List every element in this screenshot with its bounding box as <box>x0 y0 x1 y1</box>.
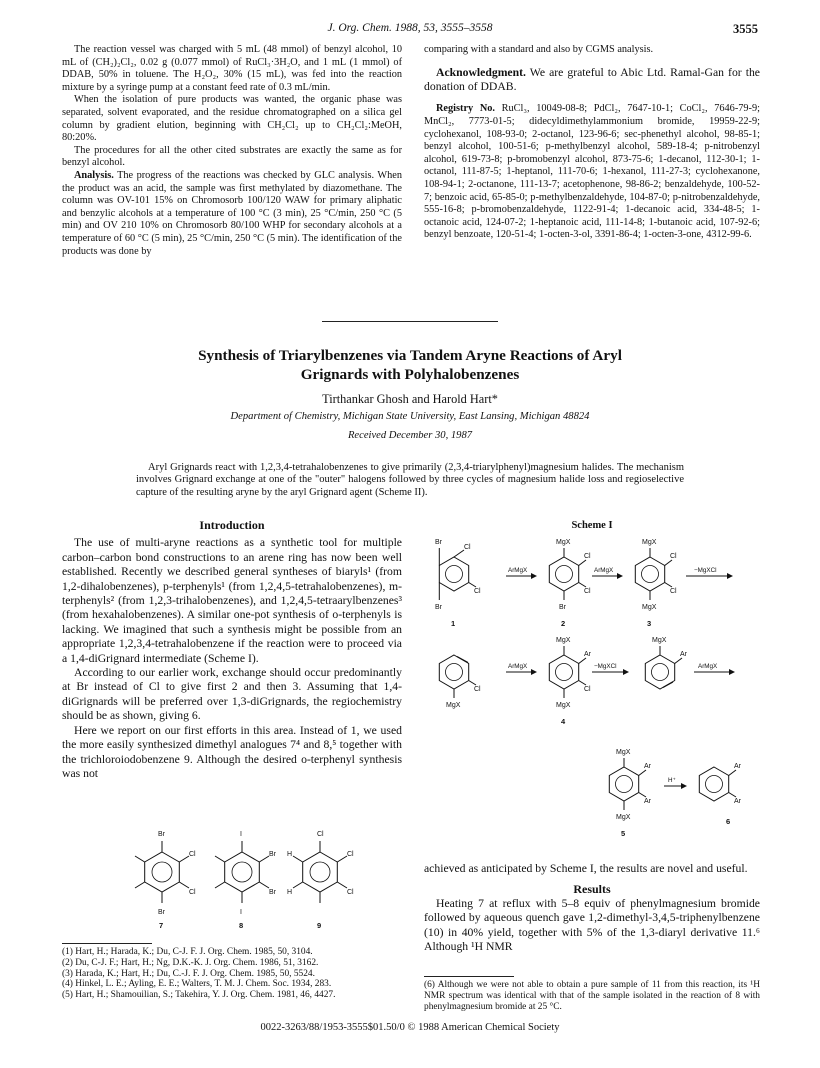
compound-number-4: 4 <box>561 717 566 726</box>
label-mgx: MgX <box>446 702 461 709</box>
label-mgx: MgX <box>652 637 667 644</box>
right-lower-column <box>424 862 760 954</box>
label-mgx: MgX <box>642 604 657 611</box>
running-header: J. Org. Chem. 1988, 53, 3555–3558 <box>327 22 493 34</box>
aryne-intermediate-2 <box>645 637 687 689</box>
label-ar: Ar <box>680 651 687 658</box>
label-mgx: MgX <box>616 814 631 821</box>
registry-lead: Registry No. <box>436 103 495 115</box>
label-cl: Cl <box>670 553 677 560</box>
compound-number-3: 3 <box>647 619 652 628</box>
reagent-mgxcl: −MgXCl <box>694 567 717 574</box>
label-ar: Ar <box>644 798 651 805</box>
label-cl: Cl <box>189 851 196 858</box>
label-cl: Cl <box>474 686 481 693</box>
label-ar: Ar <box>644 763 651 770</box>
compound-number-6: 6 <box>726 817 731 826</box>
reagent-armgx: ArMgX <box>698 663 718 670</box>
label-br: Br <box>158 831 165 838</box>
label-cl: Cl <box>464 544 471 551</box>
results-heading: Results <box>573 882 611 897</box>
label-cl: Cl <box>670 588 677 595</box>
footnote-4: (4) Hinkel, L. E.; Ayling, E. E.; Walters, T. M. J. Chem. Soc. 1934, 283. <box>62 979 332 990</box>
label-br: Br <box>269 851 276 858</box>
reagent-mgxcl: −MgXCl <box>594 663 617 670</box>
title-line-1: Synthesis of Triarylbenzenes via Tandem Aryne Reactions of Aryl <box>198 347 622 364</box>
structure-8 <box>215 831 277 930</box>
compound-1 <box>435 539 481 628</box>
label-ar: Ar <box>734 763 741 770</box>
analysis-text: The progress of the reactions was checked by GLC analysis. When the product was an acid, the sample was first methylated by diazomethane. The column was OV-101 15% on Chromosorb 100/120 WAW for primary aliphatic and benzylic alcohols at a temperature of 100 °C (3 min), 25 °C/min, 250 °C (5 min) and OV 210 10% on Chromosorb 80/100 WHP for secondary alcohols at a temperature of 60 °C (5 min), 25 °C/min, 250 °C (5 min). The identification of the products was done by <box>62 169 402 257</box>
substrates-paragraph: The procedures for all the other cited substrates are exactly the same as for benzyl alcohol. <box>62 144 402 169</box>
registry-numbers <box>424 103 760 242</box>
scheme-title: Scheme I <box>571 520 613 531</box>
label-h: H <box>287 889 293 896</box>
label-cl: Cl <box>347 889 354 896</box>
aryne-intermediate-1 <box>439 655 481 709</box>
affiliation: Department of Chemistry, Michigan State University, East Lansing, Michigan 48824 <box>230 411 590 422</box>
analysis-paragraph <box>62 170 402 258</box>
structures-7-8-9 <box>120 820 370 930</box>
scheme-1 <box>424 532 760 852</box>
label-br: Br <box>158 909 165 916</box>
received-date: Received December 30, 1987 <box>347 430 473 441</box>
label-mgx: MgX <box>556 702 571 709</box>
footnote-rule-right <box>424 976 514 977</box>
analysis-lead: Analysis. <box>74 169 114 181</box>
right-top-column <box>424 44 760 242</box>
isolation-paragraph: When the isolation of pure products was wanted, the organic phase was separated, solvent evaporated, and the residue chromatographed on a silica gel column by gradient elution, beginning with CH₂Cl₂ up to CH₂Cl₂:MeOH, 80:20%. <box>62 94 402 144</box>
page-number: 3555 <box>733 22 758 36</box>
section-rule <box>322 321 498 322</box>
compound-6 <box>699 763 741 826</box>
label-mgx: MgX <box>616 749 631 756</box>
procedure-paragraph: The reaction vessel was charged with 5 mL (48 mmol) of benzyl alcohol, 10 mL of (CH₂)₂Cl₂, 0.02 g (0.077 mmol) of RuCl₃·3H₂O, and 1 mL (1 mmol) of DDAB, 50% in toluene. The H₂O₂, 30% (15 mL), was fed into the reaction mixture by a syringe pump at a constant feed rate of 0.3 mL/min. <box>62 44 402 93</box>
label-cl: Cl <box>584 686 591 693</box>
footnote-5: (5) Hart, H.; Shamouilian, S.; Takehira, Y. J. Org. Chem. 1981, 46, 4427. <box>62 990 336 1001</box>
reagent-armgx: ArMgX <box>508 567 528 574</box>
article-title <box>60 346 760 384</box>
label-cl: Cl <box>474 588 481 595</box>
footnote-6: (6) Although we were not able to obtain a pure sample of 11 from this reaction, its ¹H NMR spectrum was identical with that of the sample isolated in the reaction of 8 with phenylmagnesium bromide at 25 °C. <box>424 980 760 1012</box>
label-cl: Cl <box>347 851 354 858</box>
results-paragraph: Heating 7 at reflux with 5–8 equiv of phenylmagnesium bromide followed by aqueous quench gave 1,2-dimethyl-3,4,5-triphenylbenzene (10) in 40% yield, together with 5% of the 1,3-diaryl derivative 11.⁶ Although ¹H NMR <box>424 896 760 954</box>
compound-2 <box>549 539 591 628</box>
intro-paragraph-2: According to our earlier work, exchange should occur predominantly at Br instead of Cl to give first 2 and then 3. Assuming that 1,4-diGrignards will be preferred over 1,3-diGrignards, the regiochemistry should be as shown, giving 6. <box>62 666 402 723</box>
compound-number-5: 5 <box>621 829 626 838</box>
label-br: Br <box>435 539 442 546</box>
compound-5 <box>609 749 651 838</box>
reagent-armgx: ArMgX <box>508 663 528 670</box>
footnote-3: (3) Harada, K.; Hart, H.; Du, C.-J. F. J. Org. Chem. 1985, 50, 5524. <box>62 968 315 979</box>
label-mgx: MgX <box>556 637 571 644</box>
intro-paragraph-1: The use of multi-aryne reactions as a synthetic tool for multiple carbon–carbon bond constructions to an arene ring has now been well established. Recently we described general syntheses of biaryls¹ (from 1,2-dihalobenzenes), p-terphenyls¹ (from 1,2,4,5-tetrahalobenzenes), m-terphenyls² (from 1,2,3-trihalobenzenes), and 1,2,4,5-tetraarylbenzenes³ (from hexahalobenzenes). A similar one-pot synthesis of o-terphenyls is lacking. We imagined that such a synthesis might be possible from an appropriate 1,2,3,4-tetrahalobenzene if the reaction were to proceed via a 1,4-diGrignard intermediate (Scheme I). <box>62 536 402 665</box>
intro-heading: Introduction <box>199 518 265 532</box>
footnote-rule-left <box>62 943 152 944</box>
analysis-end: comparing with a standard and also by CGMS analysis. <box>424 44 654 55</box>
label-cl: Cl <box>584 588 591 595</box>
ack-text: We are grateful to Abic Ltd. Ramal-Gan for the donation of DDAB. <box>424 65 760 93</box>
compound-4 <box>549 637 591 726</box>
introduction <box>62 518 402 781</box>
registry-text: RuCl₃, 10049-08-8; PdCl₂, 7647-10-1; CoCl₂, 7646-79-9; MnCl₂, 7773-01-5; didecyldimethylammonium bromide, 19959-22-9; cyclohexanol, 108-93-0; 2-octanol, 123-96-6; sec-phenethyl alcohol, 98-85-1; benzyl alcohol, 100-51-6; p-methylbenzyl alcohol, 589-18-4; p-nitrobenzyl alcohol, 619-73-8; p-bromobenzyl alcohol, 873-75-6; 1-decanol, 112-30-1; 1-octanol, 111-87-5; 1-heptanol, 111-70-6; 1-hexanol, 111-27-3; cyclohexanone, 108-94-1; 2-octanone, 111-13-7; acetophenone, 98-86-2; benzaldehyde, 100-52-7; benzoic acid, 65-85-0; p-methylbenzaldehyde, 104-87-0; p-nitrobenzaldehyde, 555-16-8; p-bromobenzaldehyde, 1122-91-4; 1-decanoic acid, 334-48-5; 1-octanoic acid, 124-07-2; 1-heptanoic acid, 111-14-8; 1-butanoic acid, 107-92-6; benzyl benzoate, 120-51-4; 1-octen-3-ol, 3391-86-4; 1-octen-3-one, 4312-99-6. <box>424 103 760 241</box>
intro-paragraph-3: Here we report on our first efforts in this area. Instead of 1, we used the more easily synthesized dimethyl analogues 7⁴ and 8,⁵ together with the trichloroiodobenzene 9. Although the desired o-terphenyl synthesis was not <box>62 723 402 780</box>
page-footer: 0022-3263/88/1953-3555$01.50/0 © 1988 American Chemical Society <box>260 1022 560 1033</box>
compound-number-9: 9 <box>317 921 322 930</box>
authors: Tirthankar Ghosh and Harold Hart* <box>322 392 498 406</box>
label-cl: Cl <box>317 831 324 838</box>
label-br: Br <box>435 604 442 611</box>
experimental-continuation <box>62 44 402 258</box>
acknowledgment <box>424 66 760 95</box>
compound-3 <box>635 539 677 628</box>
title-line-2: Grignards with Polyhalobenzenes <box>300 366 520 383</box>
label-i: I <box>240 831 242 838</box>
label-h: H <box>287 851 293 858</box>
footnote-2: (2) Du, C-J. F.; Hart, H.; Ng, D.K.-K. J. Org. Chem. 1986, 51, 3162. <box>62 957 319 968</box>
label-cl: Cl <box>189 889 196 896</box>
compound-number-1: 1 <box>451 619 456 628</box>
structure-9 <box>287 831 354 930</box>
footnote-1: (1) Hart, H.; Harada, K.; Du, C-J. F. J. Org. Chem. 1985, 50, 3104. <box>62 947 313 957</box>
compound-number-7: 7 <box>159 921 164 930</box>
structure-7 <box>135 831 196 930</box>
reagent-hplus: H⁺ <box>668 777 676 784</box>
label-br: Br <box>269 889 276 896</box>
label-br: Br <box>559 604 566 611</box>
label-mgx: MgX <box>642 539 657 546</box>
footnotes-left <box>62 947 402 1001</box>
label-ar: Ar <box>584 651 591 658</box>
reagent-armgx: ArMgX <box>594 567 614 574</box>
ack-lead: Acknowledgment. <box>436 65 526 79</box>
scheme-result-text: achieved as anticipated by Scheme I, the results are novel and useful. <box>424 862 748 875</box>
abstract: Aryl Grignards react with 1,2,3,4-tetrahalobenzenes to give primarily (2,3,4-triarylphenyl)magnesium halides. The mechanism involves Grignard exchange at one of the "outer" halogens followed by three cycles of magnesium halide loss and regioselective capture of the resulting aryne by the aryl Grignard agent (Scheme II). <box>136 462 684 498</box>
label-mgx: MgX <box>556 539 571 546</box>
label-ar: Ar <box>734 798 741 805</box>
label-i: I <box>240 909 242 916</box>
label-cl: Cl <box>584 553 591 560</box>
compound-number-8: 8 <box>239 921 244 930</box>
compound-number-2: 2 <box>561 619 566 628</box>
